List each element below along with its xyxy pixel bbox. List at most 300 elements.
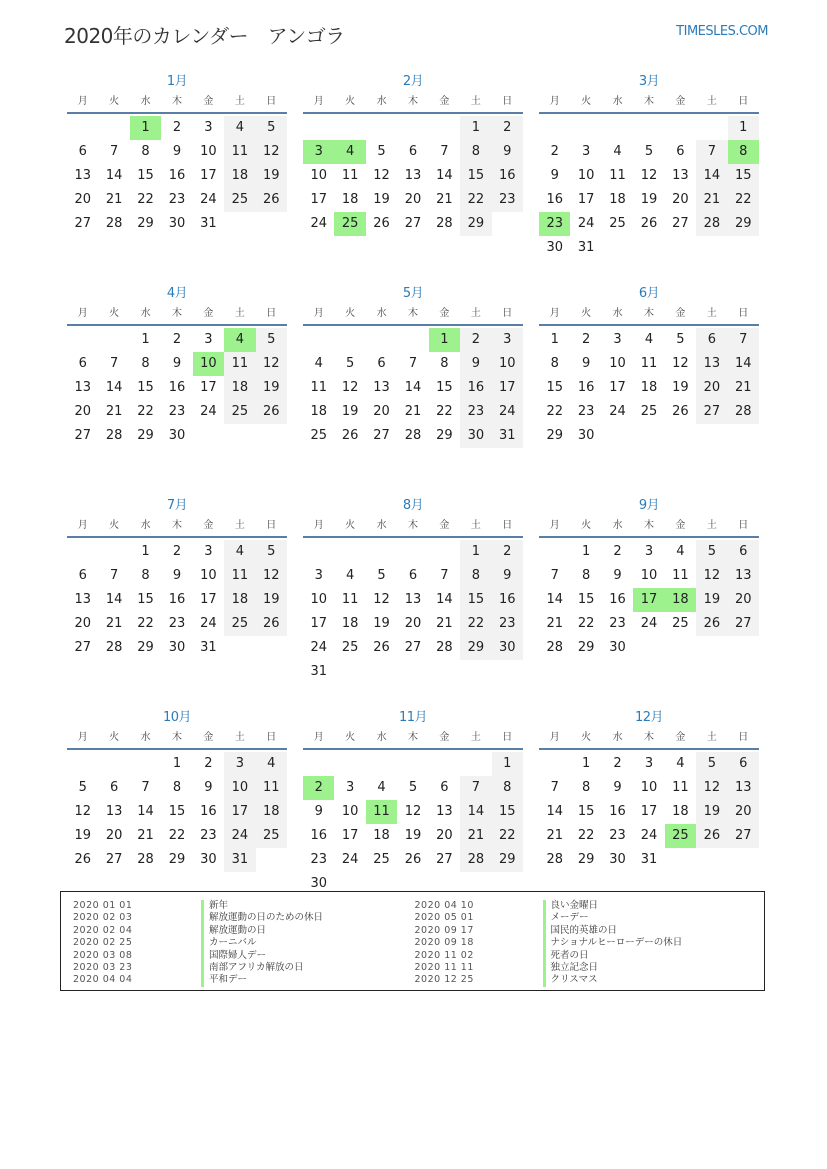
empty-cell: [366, 752, 397, 776]
day-cell: 13: [404, 168, 422, 183]
holiday-date: 2020 05 01: [414, 912, 474, 924]
day-cell: 15: [137, 168, 154, 183]
day-cell: 17: [200, 380, 217, 395]
day-cell: 6: [728, 540, 759, 564]
holiday-date: 2020 04 10: [414, 900, 474, 911]
empty-cell: [303, 752, 334, 776]
day-cell: 3: [314, 568, 323, 583]
month-title: 7月: [166, 498, 188, 513]
weekday-label: 火: [109, 520, 120, 531]
weekday-label: 金: [203, 308, 214, 319]
weekday-label: 木: [171, 96, 182, 107]
day-grid: [539, 116, 759, 260]
weekday-label: 木: [643, 308, 654, 319]
weekday-header: [303, 92, 523, 114]
month-5: [303, 284, 523, 496]
empty-cell: [334, 116, 365, 140]
day-cell: 21: [436, 616, 453, 631]
weekday-header: [67, 516, 287, 538]
day-cell: 7: [109, 144, 119, 159]
day-cell: 23: [492, 188, 523, 212]
holiday-date: 2020 11 02: [414, 949, 474, 961]
holiday-name: 解放運動の日: [201, 925, 266, 937]
holiday-date: 2020 04 04: [73, 974, 133, 986]
day-cell: 11: [640, 356, 658, 371]
holiday-date: 2020 09 17: [414, 924, 474, 936]
day-cell: 7: [408, 356, 418, 371]
day-cell: 9: [172, 356, 182, 371]
day-cell: 10: [640, 568, 658, 583]
day-cell: 20: [436, 828, 453, 843]
weekday-label: 月: [549, 520, 560, 531]
calendar-grid: [67, 72, 760, 920]
weekday-label: 土: [706, 520, 717, 531]
day-cell: 7: [141, 780, 150, 795]
day-cell: 1: [460, 540, 491, 564]
weekday-label: 日: [502, 308, 513, 319]
day-cell: 14: [696, 164, 727, 188]
weekday-label: 水: [376, 96, 387, 107]
day-cell: 19: [74, 828, 91, 843]
day-cell: 10: [492, 352, 523, 376]
day-cell: 30: [577, 428, 595, 443]
day-cell: 20: [404, 192, 422, 207]
day-cell: 4: [676, 544, 685, 559]
day-cell: 16: [460, 376, 491, 400]
empty-cell: [429, 752, 460, 776]
holiday-name: 独立記念日: [543, 962, 599, 974]
day-cell: 25: [310, 428, 327, 443]
day-cell: 5: [256, 540, 287, 564]
day-cell: 2: [550, 144, 559, 159]
day-cell: 3: [581, 144, 591, 159]
day-cell: 2: [492, 116, 523, 140]
day-cell: 9: [172, 568, 182, 583]
day-cell: 4: [644, 332, 654, 347]
weekday-label: 日: [266, 96, 277, 107]
weekday-header: [67, 304, 287, 326]
day-cell: 14: [546, 592, 563, 607]
day-cell: 7: [550, 780, 559, 795]
weekday-header: [67, 92, 287, 114]
weekday-label: 土: [234, 732, 245, 743]
day-cell: 1: [141, 544, 150, 559]
day-cell: 31: [310, 664, 327, 679]
weekday-label: 火: [345, 732, 356, 743]
empty-cell: [130, 752, 161, 776]
holiday-name: クリスマス: [543, 974, 598, 986]
day-cell: 12: [404, 804, 422, 819]
day-cell: 23: [577, 404, 595, 419]
month-6: [539, 284, 759, 496]
empty-cell: [67, 752, 98, 776]
day-cell: 22: [728, 188, 759, 212]
day-cell: 24: [310, 640, 327, 655]
empty-cell: [67, 116, 98, 140]
day-cell: 13: [105, 804, 123, 819]
empty-cell: [696, 116, 727, 140]
day-cell: 30: [200, 852, 217, 867]
day-cell: 1: [728, 116, 759, 140]
month-12: [539, 708, 759, 920]
day-cell: 20: [728, 588, 759, 612]
day-cell: 26: [696, 612, 727, 636]
day-cell: 16: [492, 164, 523, 188]
day-cell: 25: [224, 612, 255, 636]
day-cell: 5: [377, 144, 386, 159]
day-cell: 28: [105, 640, 123, 655]
weekday-label: 月: [77, 96, 88, 107]
weekday-label: 火: [345, 96, 356, 107]
day-cell: 2: [172, 120, 182, 135]
holiday-day-cell: 3: [303, 140, 334, 164]
day-cell: 22: [577, 616, 595, 631]
day-cell: 17: [200, 592, 217, 607]
day-cell: 23: [168, 404, 186, 419]
day-cell: 3: [644, 544, 654, 559]
day-cell: 13: [728, 776, 759, 800]
holiday-date: 2020 02 04: [73, 924, 133, 936]
weekday-label: 水: [376, 520, 387, 531]
empty-cell: [334, 752, 365, 776]
day-cell: 5: [408, 780, 418, 795]
holiday-name: 解放運動の日のための休日: [201, 912, 323, 924]
holiday-row: [73, 950, 411, 962]
empty-cell: [602, 116, 633, 140]
weekday-header: [539, 304, 759, 326]
day-cell: 9: [460, 352, 491, 376]
day-cell: 17: [577, 192, 595, 207]
day-cell: 23: [460, 400, 491, 424]
day-cell: 11: [224, 564, 255, 588]
day-cell: 28: [546, 640, 563, 655]
month-7: [67, 496, 287, 708]
day-cell: 8: [141, 144, 150, 159]
day-cell: 5: [78, 780, 87, 795]
day-cell: 27: [373, 428, 390, 443]
day-cell: 16: [609, 592, 626, 607]
empty-cell: [570, 116, 601, 140]
day-cell: 10: [577, 168, 595, 183]
month-4: [67, 284, 287, 496]
holiday-column-left: [73, 900, 411, 990]
day-cell: 29: [460, 636, 491, 660]
brand-link[interactable]: TIMESLES.COM: [676, 24, 768, 39]
day-cell: 6: [408, 144, 418, 159]
weekday-label: 火: [109, 732, 120, 743]
month-9: [539, 496, 759, 708]
day-cell: 9: [314, 804, 323, 819]
day-cell: 11: [224, 352, 255, 376]
day-cell: 16: [546, 192, 563, 207]
day-cell: 22: [137, 404, 154, 419]
day-cell: 26: [341, 428, 359, 443]
day-cell: 14: [137, 804, 154, 819]
day-cell: 17: [310, 616, 327, 631]
weekday-label: 月: [313, 308, 324, 319]
day-cell: 27: [672, 216, 689, 231]
holiday-row: [415, 950, 753, 962]
day-cell: 21: [105, 192, 123, 207]
day-cell: 15: [137, 592, 154, 607]
day-cell: 19: [256, 588, 287, 612]
day-cell: 28: [728, 400, 759, 424]
day-cell: 17: [200, 168, 217, 183]
weekday-label: 金: [675, 308, 686, 319]
weekday-label: 木: [407, 308, 418, 319]
day-cell: 13: [728, 564, 759, 588]
day-cell: 14: [105, 380, 123, 395]
holiday-row: [415, 974, 753, 986]
day-cell: 16: [200, 804, 217, 819]
day-cell: 18: [224, 588, 255, 612]
day-cell: 16: [168, 380, 186, 395]
holiday-row: [415, 962, 753, 974]
day-cell: 26: [74, 852, 91, 867]
day-cell: 26: [256, 188, 287, 212]
holiday-name: 新年: [201, 900, 228, 912]
weekday-label: 日: [266, 732, 277, 743]
day-cell: 3: [644, 756, 654, 771]
day-cell: 19: [256, 164, 287, 188]
day-cell: 2: [172, 544, 182, 559]
day-cell: 6: [78, 356, 87, 371]
day-cell: 21: [105, 616, 123, 631]
holiday-name: 平和デー: [201, 974, 247, 986]
weekday-label: 木: [407, 520, 418, 531]
day-cell: 24: [224, 824, 255, 848]
day-cell: 15: [546, 380, 563, 395]
day-cell: 24: [310, 216, 327, 231]
day-cell: 21: [546, 828, 563, 843]
day-cell: 4: [224, 540, 255, 564]
day-cell: 19: [404, 828, 422, 843]
day-cell: 21: [105, 404, 123, 419]
day-cell: 27: [728, 612, 759, 636]
day-cell: 19: [696, 800, 727, 824]
empty-cell: [98, 328, 129, 352]
weekday-label: 水: [612, 308, 623, 319]
holiday-row: [73, 900, 411, 912]
empty-cell: [366, 328, 397, 352]
day-cell: 20: [672, 192, 689, 207]
day-cell: 18: [341, 616, 359, 631]
day-cell: 3: [204, 120, 213, 135]
day-cell: 28: [436, 216, 453, 231]
day-cell: 5: [256, 116, 287, 140]
day-cell: 25: [373, 852, 390, 867]
day-cell: 11: [672, 780, 689, 795]
weekday-header: [303, 304, 523, 326]
day-cell: 10: [310, 592, 327, 607]
holiday-name: 南部アフリカ解放の日: [201, 962, 304, 974]
day-cell: 30: [492, 636, 523, 660]
day-cell: 6: [676, 144, 685, 159]
day-cell: 10: [200, 568, 217, 583]
day-cell: 1: [550, 332, 559, 347]
month-title: 6月: [638, 286, 660, 301]
day-cell: 27: [728, 824, 759, 848]
day-cell: 18: [609, 192, 626, 207]
day-grid: [67, 328, 287, 448]
day-cell: 15: [137, 380, 154, 395]
day-cell: 11: [224, 140, 255, 164]
day-cell: 22: [436, 404, 453, 419]
day-cell: 11: [256, 776, 287, 800]
holiday-row: [73, 925, 411, 937]
day-cell: 7: [109, 568, 119, 583]
day-cell: 13: [696, 352, 727, 376]
day-cell: 20: [373, 404, 390, 419]
day-cell: 27: [696, 400, 727, 424]
day-cell: 10: [224, 776, 255, 800]
day-cell: 17: [492, 376, 523, 400]
weekday-label: 水: [140, 96, 151, 107]
day-cell: 1: [492, 752, 523, 776]
empty-cell: [397, 540, 428, 564]
day-cell: 13: [373, 380, 390, 395]
weekday-label: 水: [140, 520, 151, 531]
day-cell: 1: [581, 544, 591, 559]
day-cell: 13: [672, 168, 689, 183]
empty-cell: [67, 328, 98, 352]
day-cell: 25: [224, 400, 255, 424]
day-cell: 9: [204, 780, 213, 795]
day-cell: 28: [137, 852, 154, 867]
day-cell: 8: [581, 780, 591, 795]
weekday-header: [303, 728, 523, 750]
weekday-label: 日: [738, 732, 749, 743]
day-cell: 28: [436, 640, 453, 655]
day-cell: 4: [613, 144, 622, 159]
day-cell: 11: [310, 380, 327, 395]
weekday-label: 月: [313, 520, 324, 531]
holiday-row: [415, 937, 753, 949]
day-cell: 18: [341, 192, 359, 207]
day-cell: 22: [460, 612, 491, 636]
empty-cell: [303, 328, 334, 352]
day-cell: 25: [672, 616, 689, 631]
day-cell: 10: [200, 144, 217, 159]
month-title: 5月: [402, 286, 424, 301]
day-cell: 7: [440, 144, 449, 159]
day-cell: 23: [310, 852, 327, 867]
day-cell: 5: [377, 568, 386, 583]
day-cell: 20: [74, 404, 91, 419]
day-cell: 16: [609, 804, 626, 819]
day-cell: 19: [696, 588, 727, 612]
day-cell: 22: [460, 188, 491, 212]
day-cell: 24: [200, 192, 217, 207]
day-cell: 7: [550, 568, 559, 583]
day-cell: 19: [341, 404, 359, 419]
day-cell: 15: [460, 164, 491, 188]
holiday-row: [415, 900, 753, 912]
empty-cell: [397, 116, 428, 140]
day-cell: 31: [640, 852, 658, 867]
weekday-label: 木: [171, 308, 182, 319]
weekday-header: [539, 92, 759, 114]
day-cell: 15: [168, 804, 186, 819]
day-cell: 11: [341, 168, 359, 183]
weekday-label: 水: [612, 96, 623, 107]
day-cell: 22: [546, 404, 563, 419]
weekday-label: 日: [738, 520, 749, 531]
holiday-day-cell: 23: [539, 212, 570, 236]
day-cell: 13: [404, 592, 422, 607]
empty-cell: [334, 540, 365, 564]
day-cell: 20: [105, 828, 123, 843]
weekday-label: 火: [345, 520, 356, 531]
day-cell: 12: [74, 804, 91, 819]
day-cell: 9: [613, 780, 622, 795]
day-cell: 26: [373, 216, 390, 231]
day-cell: 6: [728, 752, 759, 776]
day-cell: 7: [440, 568, 449, 583]
weekday-label: 水: [612, 732, 623, 743]
weekday-label: 水: [376, 732, 387, 743]
day-cell: 14: [546, 804, 563, 819]
day-cell: 22: [137, 616, 154, 631]
day-cell: 2: [613, 756, 622, 771]
day-cell: 24: [609, 404, 626, 419]
day-cell: 29: [436, 428, 453, 443]
empty-cell: [460, 752, 491, 776]
empty-cell: [429, 540, 460, 564]
weekday-label: 木: [643, 96, 654, 107]
empty-cell: [366, 116, 397, 140]
day-cell: 31: [200, 640, 217, 655]
weekday-label: 火: [581, 308, 592, 319]
day-cell: 21: [728, 376, 759, 400]
day-cell: 5: [256, 328, 287, 352]
day-cell: 21: [696, 188, 727, 212]
holiday-name: ナショナルヒーローデーの休日: [543, 937, 683, 949]
day-grid: [539, 328, 759, 448]
day-cell: 15: [728, 164, 759, 188]
day-cell: 8: [141, 568, 150, 583]
holiday-day-cell: 25: [334, 212, 365, 236]
empty-cell: [303, 540, 334, 564]
empty-cell: [539, 540, 570, 564]
day-cell: 9: [581, 356, 591, 371]
day-cell: 23: [609, 616, 626, 631]
day-cell: 7: [109, 356, 119, 371]
day-cell: 29: [137, 216, 154, 231]
holiday-day-cell: 1: [130, 116, 161, 140]
empty-cell: [366, 540, 397, 564]
day-cell: 6: [78, 568, 87, 583]
weekday-label: 金: [439, 732, 450, 743]
day-cell: 11: [672, 568, 689, 583]
weekday-label: 月: [549, 308, 560, 319]
weekday-label: 月: [77, 308, 88, 319]
day-cell: 14: [105, 168, 123, 183]
day-cell: 23: [200, 828, 217, 843]
holiday-date: 2020 09 18: [414, 937, 474, 949]
day-cell: 6: [696, 328, 727, 352]
day-grid: [303, 116, 523, 236]
day-cell: 6: [109, 780, 119, 795]
weekday-label: 土: [470, 520, 481, 531]
holiday-date: 2020 12 25: [414, 974, 474, 986]
holiday-name: 良い金曜日: [543, 900, 599, 912]
page-title: 2020年のカレンダー アンゴラ: [64, 24, 345, 48]
weekday-label: 土: [234, 96, 245, 107]
weekday-label: 木: [643, 732, 654, 743]
day-grid: [67, 540, 287, 660]
day-cell: 12: [696, 776, 727, 800]
